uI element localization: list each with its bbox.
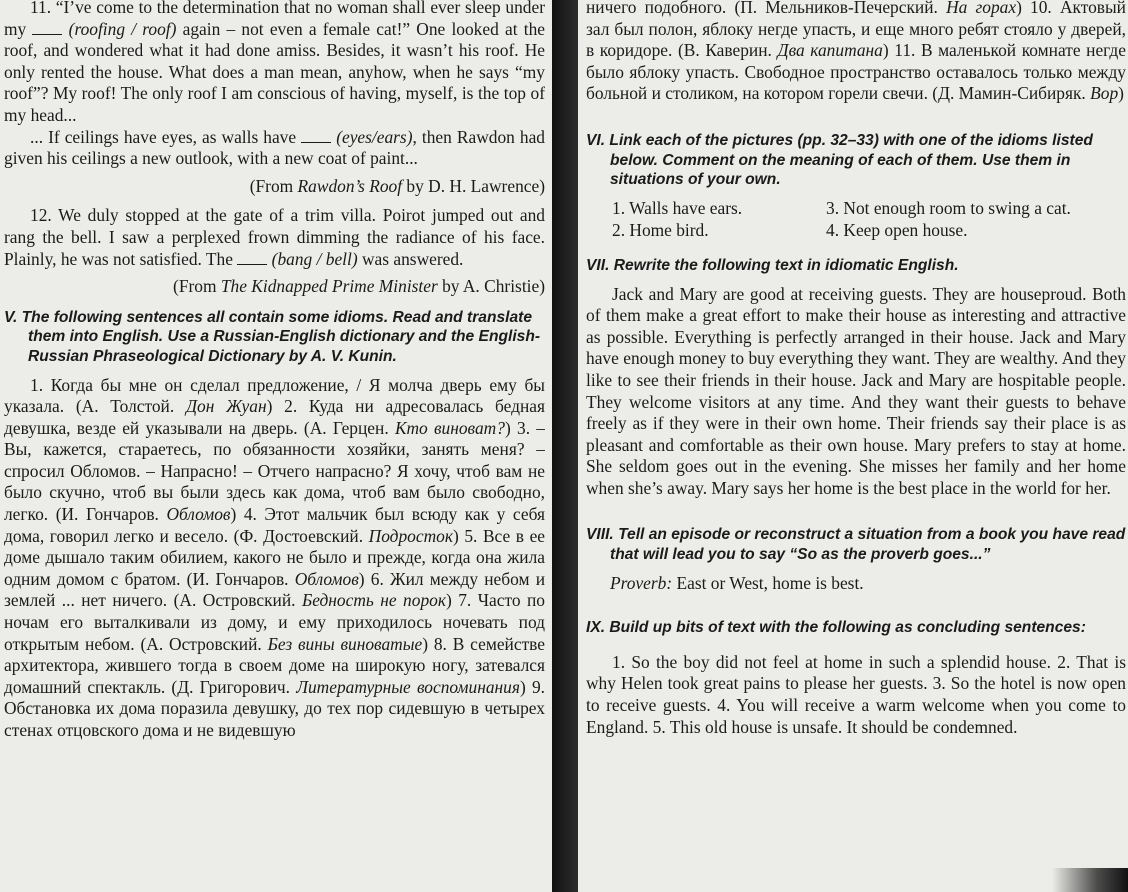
spacer (586, 105, 1126, 121)
section-ix-number: IX. (586, 619, 606, 637)
ru-cont-b: ) 10. Актовый зал был полон, яблоку негде упасть, и еще много ребят стояло у дверей, в коридоре. (В. Каверин. (586, 0, 1126, 61)
ex11-part-a: 11. “I’ve come to the determination that no woman shall ever sleep under my (4, 0, 545, 39)
proverb-line (610, 573, 1126, 595)
section-v-number: V. (4, 308, 18, 326)
section-vii-number: VII. (586, 256, 610, 274)
idiom-list (612, 198, 1126, 242)
src1-pre: (From (249, 175, 298, 196)
exercise-11-text (4, 0, 545, 127)
ru-sentence-3: ) 3. – Вы, кажется, стараетесь, по обязанности хозяйки, занять меня? – спросил Обломов. – Напрасно! – Отчего напрасно? Я хочу, чтоб вам не было скучно, чтоб вы были здесь как дома, чтоб вам было свободно, легко. (И. Гончаров. (4, 417, 545, 525)
russian-sentences-continued (586, 0, 1126, 105)
ru-cont-title-2: Два капитана (777, 40, 883, 61)
ex12-part-b: was answered. (362, 248, 464, 269)
ru-cont-a: ничего подобного. (П. Мельников-Печерский. (586, 0, 947, 17)
ru-sentence-8: ) 8. В семействе архитектора, жившего тогда в своем доме на широкую ногу, затевался домашний спектакль. (Д. Григорович. (4, 633, 545, 697)
section-v-heading (4, 308, 545, 367)
left-page (4, 0, 545, 892)
right-page (586, 0, 1126, 892)
ex11-hint: (roofing / roof) (68, 18, 177, 39)
ru-title-1: Дон Жуан (185, 396, 267, 417)
section-ix-heading (586, 618, 1126, 638)
ru-cont-c: ) 11. В маленькой комнате негде было яблоку упасть. Свободное пространство оставалось только между больной и столиком, на котором горели свечи. (Д. Мамин-Сибиряк. (586, 40, 1126, 104)
section-ix-text: 1. So the boy did not feel at home in such a splendid house. 2. That is why Helen took great pains to please her guests. 3. So the hotel is now open to receive guests. 4. You will receive a warm welcome when you come to England. 5. This old house is unsafe. It should be condemned. (586, 651, 1126, 737)
src2-title: The Kidnapped Prime Minister (220, 276, 438, 297)
ru-sentence-4: ) 4. Этот мальчик был всюду как у себя дома, говорил легко и весело. (Ф. Достоевский. (4, 504, 545, 546)
ru-cont-d: ) (1118, 83, 1124, 104)
ru-sentence-7: ) 7. Часто по ночам его выталкивали из дому, и ему приходилось ночевать под открытым небом. (А. Островский. (4, 590, 545, 654)
src1-post: by D. H. Lawrence) (402, 175, 545, 196)
ru-title-8: Литературные воспоминания (296, 676, 520, 697)
ru-sentence-2: ) 2. Куда ни адресовалась бедная девушка, везде ей указывали на дверь. (А. Герцен. (4, 396, 545, 438)
russian-sentences (4, 375, 545, 742)
exercise-12-text (4, 205, 545, 270)
ru-sentence-1: 1. Когда бы мне он сделал предложение, / Я молча дверь ему бы указала. (А. Толстой. (4, 374, 545, 417)
section-ix-title: Build up bits of text with the following as concluding sentences: (609, 619, 1086, 637)
ru-title-5: Обломов (294, 568, 359, 589)
idiom-item-3: 3. Not enough room to swing a cat. (826, 197, 1071, 218)
idiom-item-1: 1. Walls have ears. (612, 197, 743, 218)
scan-shadow (1052, 868, 1128, 892)
blank-line (237, 250, 267, 265)
ru-title-3: Обломов (166, 504, 231, 525)
src1-title: Rawdon’s Roof (297, 175, 403, 196)
proverb-text: East or West, home is best. (672, 572, 864, 593)
idiom-item-4: 4. Keep open house. (826, 220, 968, 241)
ex11-part-d: , then Rawdon had given his ceilings a new outlook, with a new coat of paint... (4, 126, 545, 169)
spacer (586, 499, 1126, 515)
ex11-hint-2: (eyes/ears) (336, 126, 413, 147)
section-vii-title: Rewrite the following text in idiomatic English. (613, 256, 959, 274)
exercise-11-continued (4, 127, 545, 170)
ex11-part-b: again – not even a female cat!” One looked at the roof, and wondered what it had done amiss. Besides, it wasn’t his roof. He only rented the house. What does a man mean, anyhow, when he says “my roof”? My roof! The only roof I am conscious of having, myself, is the top of my head... (4, 18, 545, 125)
blank-line (32, 20, 62, 35)
ru-cont-title-3: Вор (1090, 83, 1119, 104)
section-vi-number: VI. (586, 131, 606, 149)
blank-line (301, 128, 331, 143)
source-citation-2 (4, 276, 545, 298)
ru-title-7: Без вины виноватые (267, 633, 423, 654)
section-vi-heading (586, 131, 1126, 190)
ex12-hint: (bang / bell) (271, 248, 358, 269)
proverb-label: Proverb: (610, 572, 673, 593)
ex11-part-c: ... If ceilings have eyes, as walls have (30, 126, 297, 147)
book-spine (552, 0, 578, 892)
ru-title-2: Кто виноват? (394, 417, 505, 438)
ru-title-6: Бедность не порок (301, 590, 446, 611)
section-viii-title: Tell an episode or reconstruct a situation from a book you have read that will lead you to say “So as the proverb goes...” (610, 526, 1126, 564)
source-citation-1 (4, 176, 545, 198)
ru-sentence-5: ) 5. Все в ее доме дышало таким обилием, какого не было и прежде, когда она жила одним домом с братом. (И. Гончаров. (4, 525, 545, 589)
src2-post: by A. Christie) (437, 276, 545, 297)
ex12-part-a: 12. We duly stopped at the gate of a trim villa. Poirot jumped out and rang the bell. I saw a perplexed frown dimming the radiance of his face. Plainly, he was not satisfied. The (4, 205, 545, 269)
ru-sentence-6: ) 6. Жил между небом и землей ... нет ничего. (А. Островский. (4, 568, 545, 611)
section-v-title: The following sentences all contain some idioms. Read and translate them into English. Use a Russian-English dictionary and the English-Russian Phraseological Dictionary by A. V. Kunin. (21, 308, 541, 365)
section-vi-title: Link each of the pictures (pp. 32–33) with one of the idioms listed below. Comment on the meaning of each of them. Use them in situations of your own. (609, 131, 1093, 189)
ru-title-4: Подросток (368, 525, 453, 546)
src2-pre: (From (173, 276, 221, 297)
section-viii-number: VIII. (586, 526, 614, 544)
ru-sentence-9: ) 9. Обстановка их дома поразила девушку, до тех пор сидевшую в четырех стенах отцовского дома и не видевшую (4, 676, 545, 740)
section-vii-text: Jack and Mary are good at receiving guests. They are houseproud. Both of them make a great effort to make their house as interesting and attractive as possible. Everything is perfectly arranged in their house. Jack and Mary have enough money to buy everything they want. They are wealthy. And they like to see their friends in their house. Jack and Mary are hospitable people. They welcome visitors at any time. And they want their guests to behave freely as if they were in their own home. Their friends say their place is as pleasant and comfortable as their own house. Mary prefers to stay at home. She seldom goes out in the evening. She misses her family and her home when she’s away. Mary says her home is the best place in the world for her. (586, 283, 1126, 498)
section-vii-heading (586, 256, 1126, 276)
section-viii-heading (586, 525, 1126, 564)
idiom-item-2: 2. Home bird. (612, 220, 709, 241)
ru-cont-title-1: На горах (946, 0, 1017, 17)
